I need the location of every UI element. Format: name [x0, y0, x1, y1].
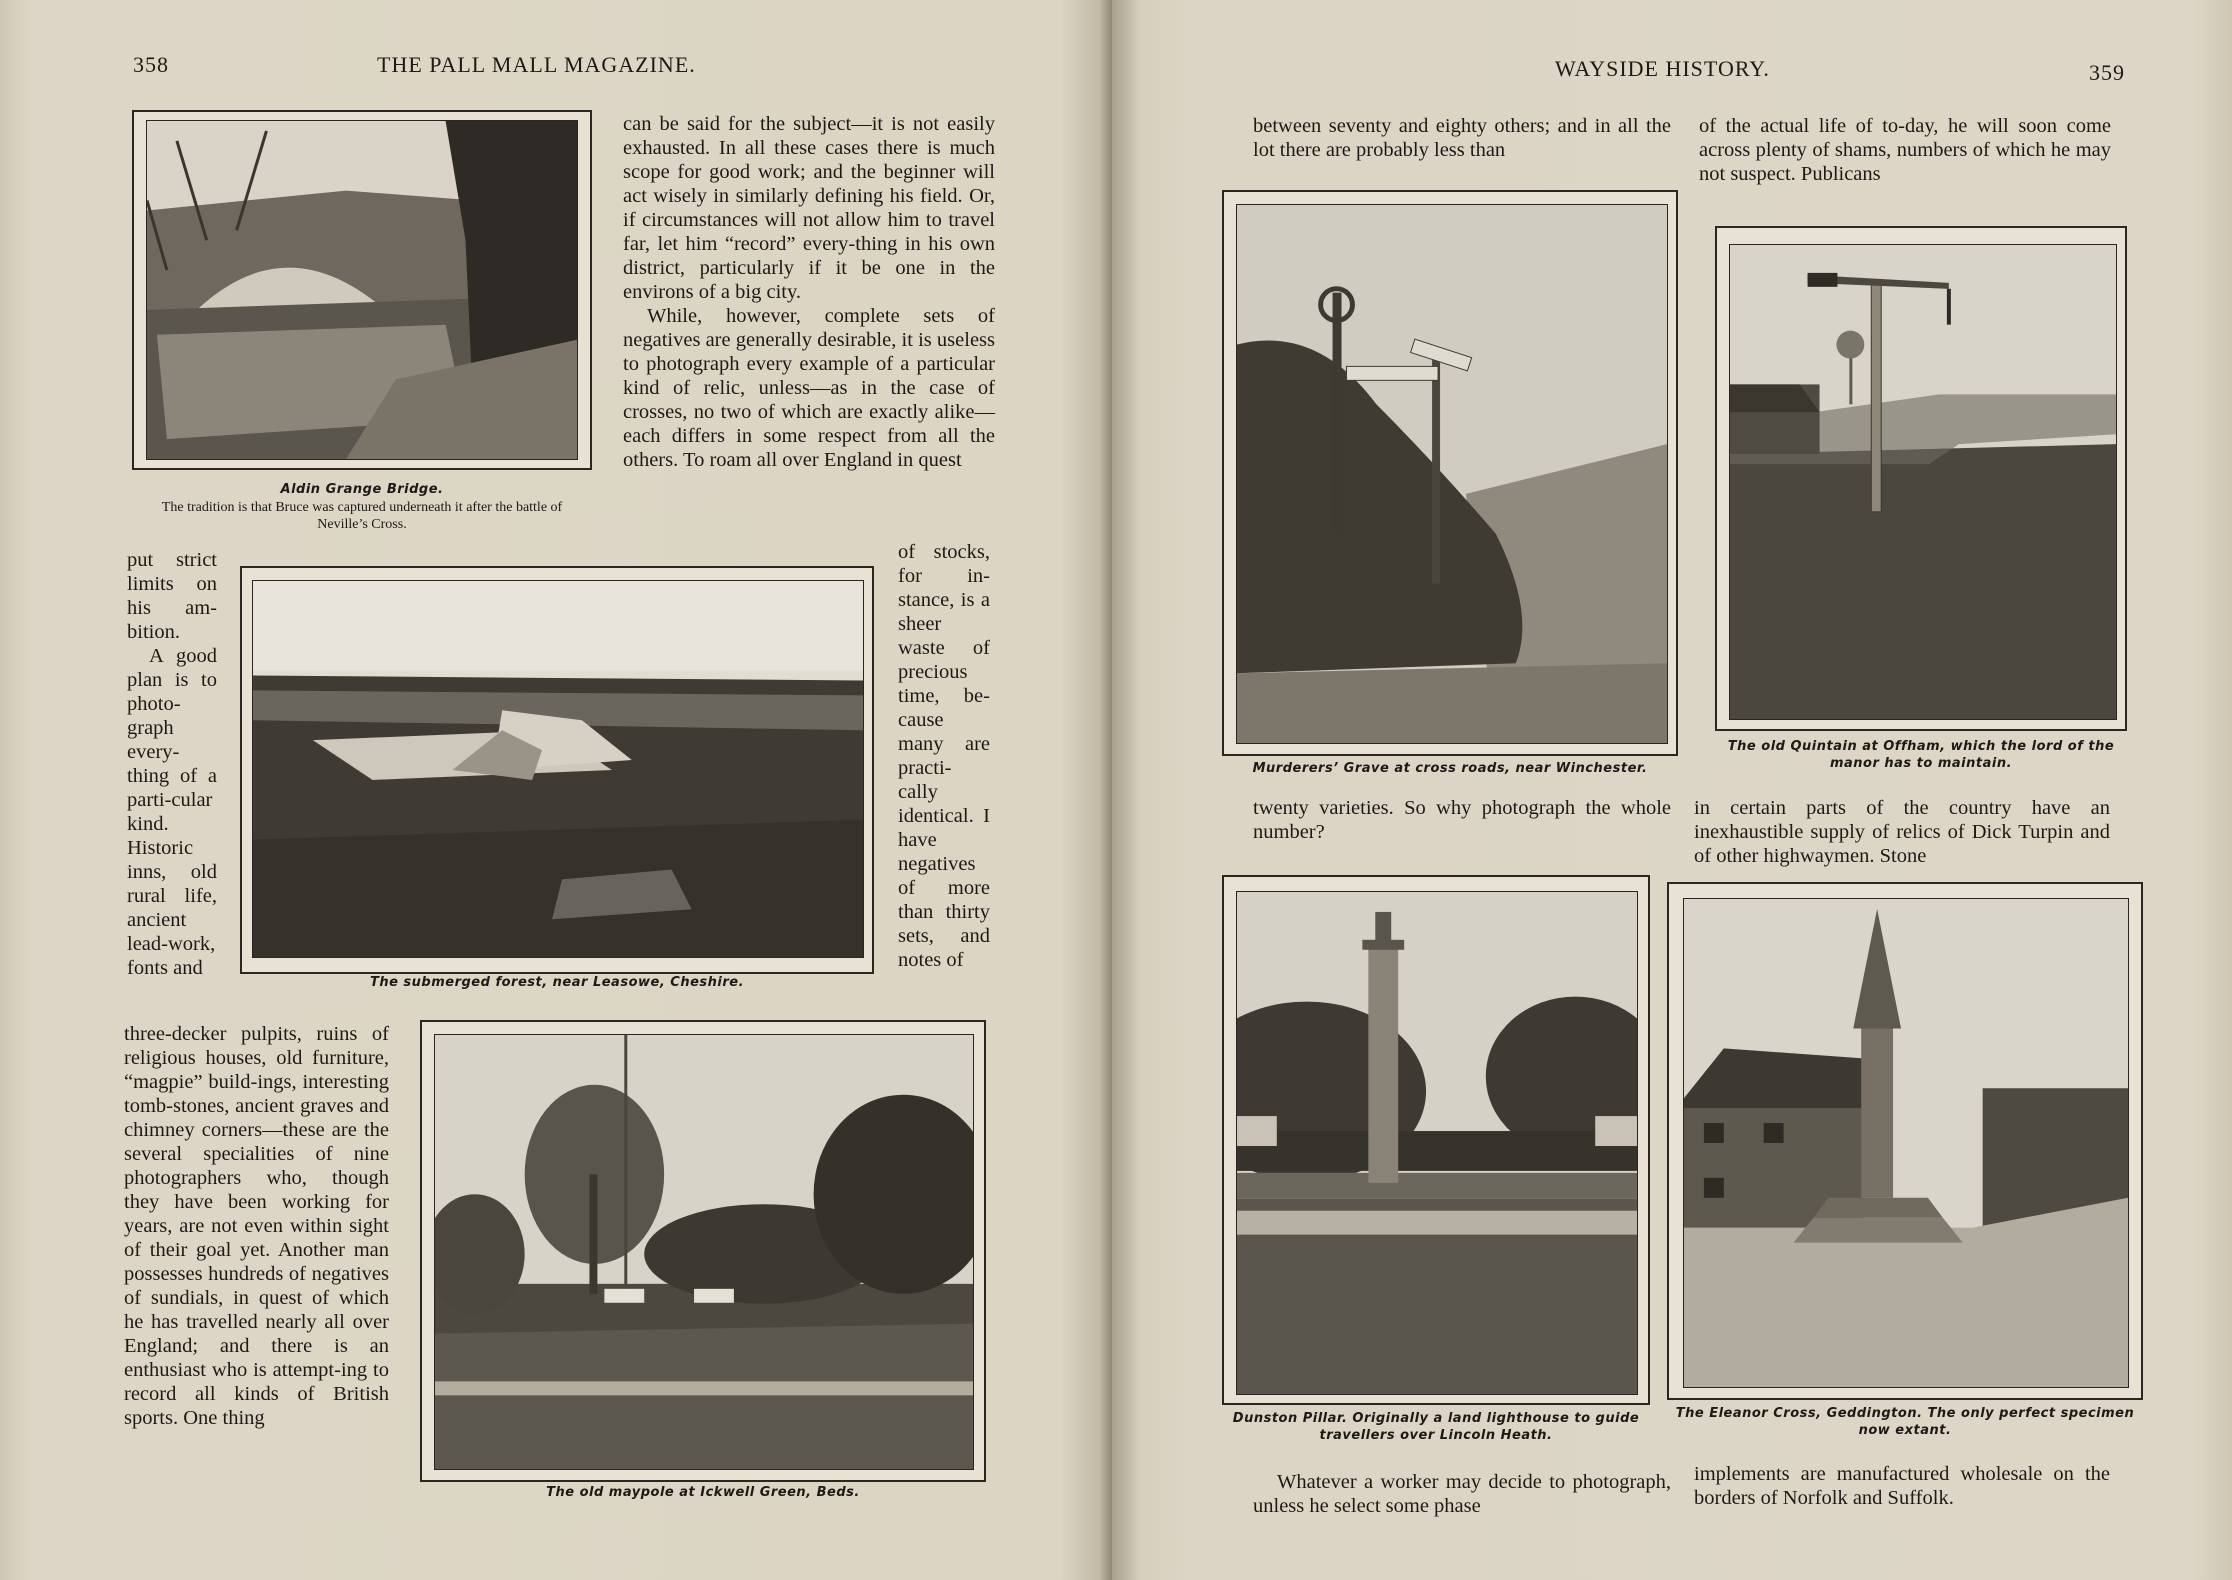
bridge-caption-title: Aldin Grange Bridge. [280, 482, 444, 497]
maypole-caption: The old maypole at Ickwell Green, Beds. [546, 1485, 860, 1500]
bottom-left-column [124, 1022, 389, 1430]
paragraph: of stocks, for in-stance, is a sheer waste of precious time, be-cause many are practi-cally identical. I have negatives of more than thirty sets, and notes of [898, 541, 990, 971]
forest-photo [252, 580, 864, 958]
forest-photo-frame [240, 566, 874, 974]
quintain-photo-frame [1715, 226, 2127, 731]
paragraph: can be said for the subject—it is not easily exhausted. In all these cases there is much scope for good work; and the beginner will act wisely in similarly defining his field. Or, if circumstances will not allow him to travel far, let him “record” every-thing in his own district, particularly if it be one in the environs of a big city. [623, 113, 995, 303]
paragraph: Whatever a worker may decide to photograph, unless he select some phase [1253, 1471, 1671, 1517]
running-head-right: WAYSIDE HISTORY. [1555, 56, 1770, 81]
pillar-photo-frame [1222, 875, 1650, 1405]
eleanor-photo-frame [1667, 882, 2143, 1400]
bridge-caption-text: The tradition is that Bruce was captured underneath it after the battle of Neville’s Cross. [161, 500, 563, 532]
eleanor-photo [1683, 898, 2129, 1388]
maypole-photo-frame [420, 1020, 986, 1482]
grave-photo-frame [1222, 190, 1678, 756]
maypole-photo [434, 1034, 974, 1470]
right-page [1112, 0, 2232, 1580]
paragraph: put strict limits on his am-bition. [127, 549, 217, 643]
quintain-photo [1729, 244, 2117, 720]
bridge-photo [146, 120, 578, 460]
paragraph: of the actual life of to-day, he will soon come across plenty of shams, numbers of which he may not suspect. Publicans [1699, 115, 2111, 185]
grave-photo [1236, 204, 1668, 744]
paragraph: implements are manufactured wholesale on the borders of Norfolk and Suffolk. [1694, 1463, 2110, 1509]
paragraph: A good plan is to photo-graph every-thing of a parti-cular kind. Historic inns, old rural life, ancient lead-work, fonts and [127, 645, 217, 979]
left-page [0, 0, 1112, 1580]
right-bottom-right-text [1694, 1462, 2110, 1510]
right-mid-left-text [1253, 796, 1671, 844]
paragraph: between seventy and eighty others; and in all the lot there are probably less than [1253, 115, 1671, 161]
paragraph: three-decker pulpits, ruins of religious houses, old furniture, “magpie” build-ings, interesting tomb-stones, ancient graves and chimney corners—these are the several specialities of nine photographers who, though they have been working for years, are not even within sight of their goal yet. Another man possesses hundreds of negatives of sundials, in quest of which he has travelled nearly all over England; and there is an enthusiast who is attempt-ing to record all kinds of British sports. One thing [124, 1023, 389, 1429]
bridge-photo-frame [132, 110, 592, 470]
right-mid-right-text [1694, 796, 2110, 868]
narrow-right-column [898, 540, 990, 972]
paragraph: While, however, complete sets of negatives are generally desirable, it is useless to photograph every example of a particular kind of relic, unless—as in the case of crosses, no two of which are exactly alike—each differs in some respect from all the others. To roam all over England in quest [623, 305, 995, 471]
page-number-left: 358 [133, 52, 169, 77]
right-bottom-left-text [1253, 1470, 1671, 1518]
narrow-left-column [127, 548, 217, 980]
right-top-right-text [1699, 114, 2111, 186]
paragraph: in certain parts of the country have an inexhaustible supply of relics of Dick Turpin and of other highwaymen. Stone [1694, 797, 2110, 867]
page-number-right: 359 [2089, 60, 2125, 85]
right-top-left-text [1253, 114, 1671, 162]
pillar-photo [1236, 891, 1638, 1395]
forest-caption: The submerged forest, near Leasowe, Cheshire. [369, 975, 745, 990]
left-right-column [623, 112, 995, 472]
paragraph: twenty varieties. So why photograph the whole number? [1253, 797, 1671, 843]
running-head-left: THE PALL MALL MAGAZINE. [377, 52, 696, 77]
quintain-caption: The old Quintain at Offham, which the lord of the manor has to maintain. [1727, 739, 2115, 771]
grave-caption: Murderers’ Grave at cross roads, near Winchester. [1252, 761, 1648, 776]
pillar-caption: Dunston Pillar. Originally a land lighthouse to guide travellers over Lincoln Heath. [1232, 1411, 1640, 1443]
eleanor-caption: The Eleanor Cross, Geddington. The only perfect specimen now extant. [1675, 1406, 2135, 1438]
